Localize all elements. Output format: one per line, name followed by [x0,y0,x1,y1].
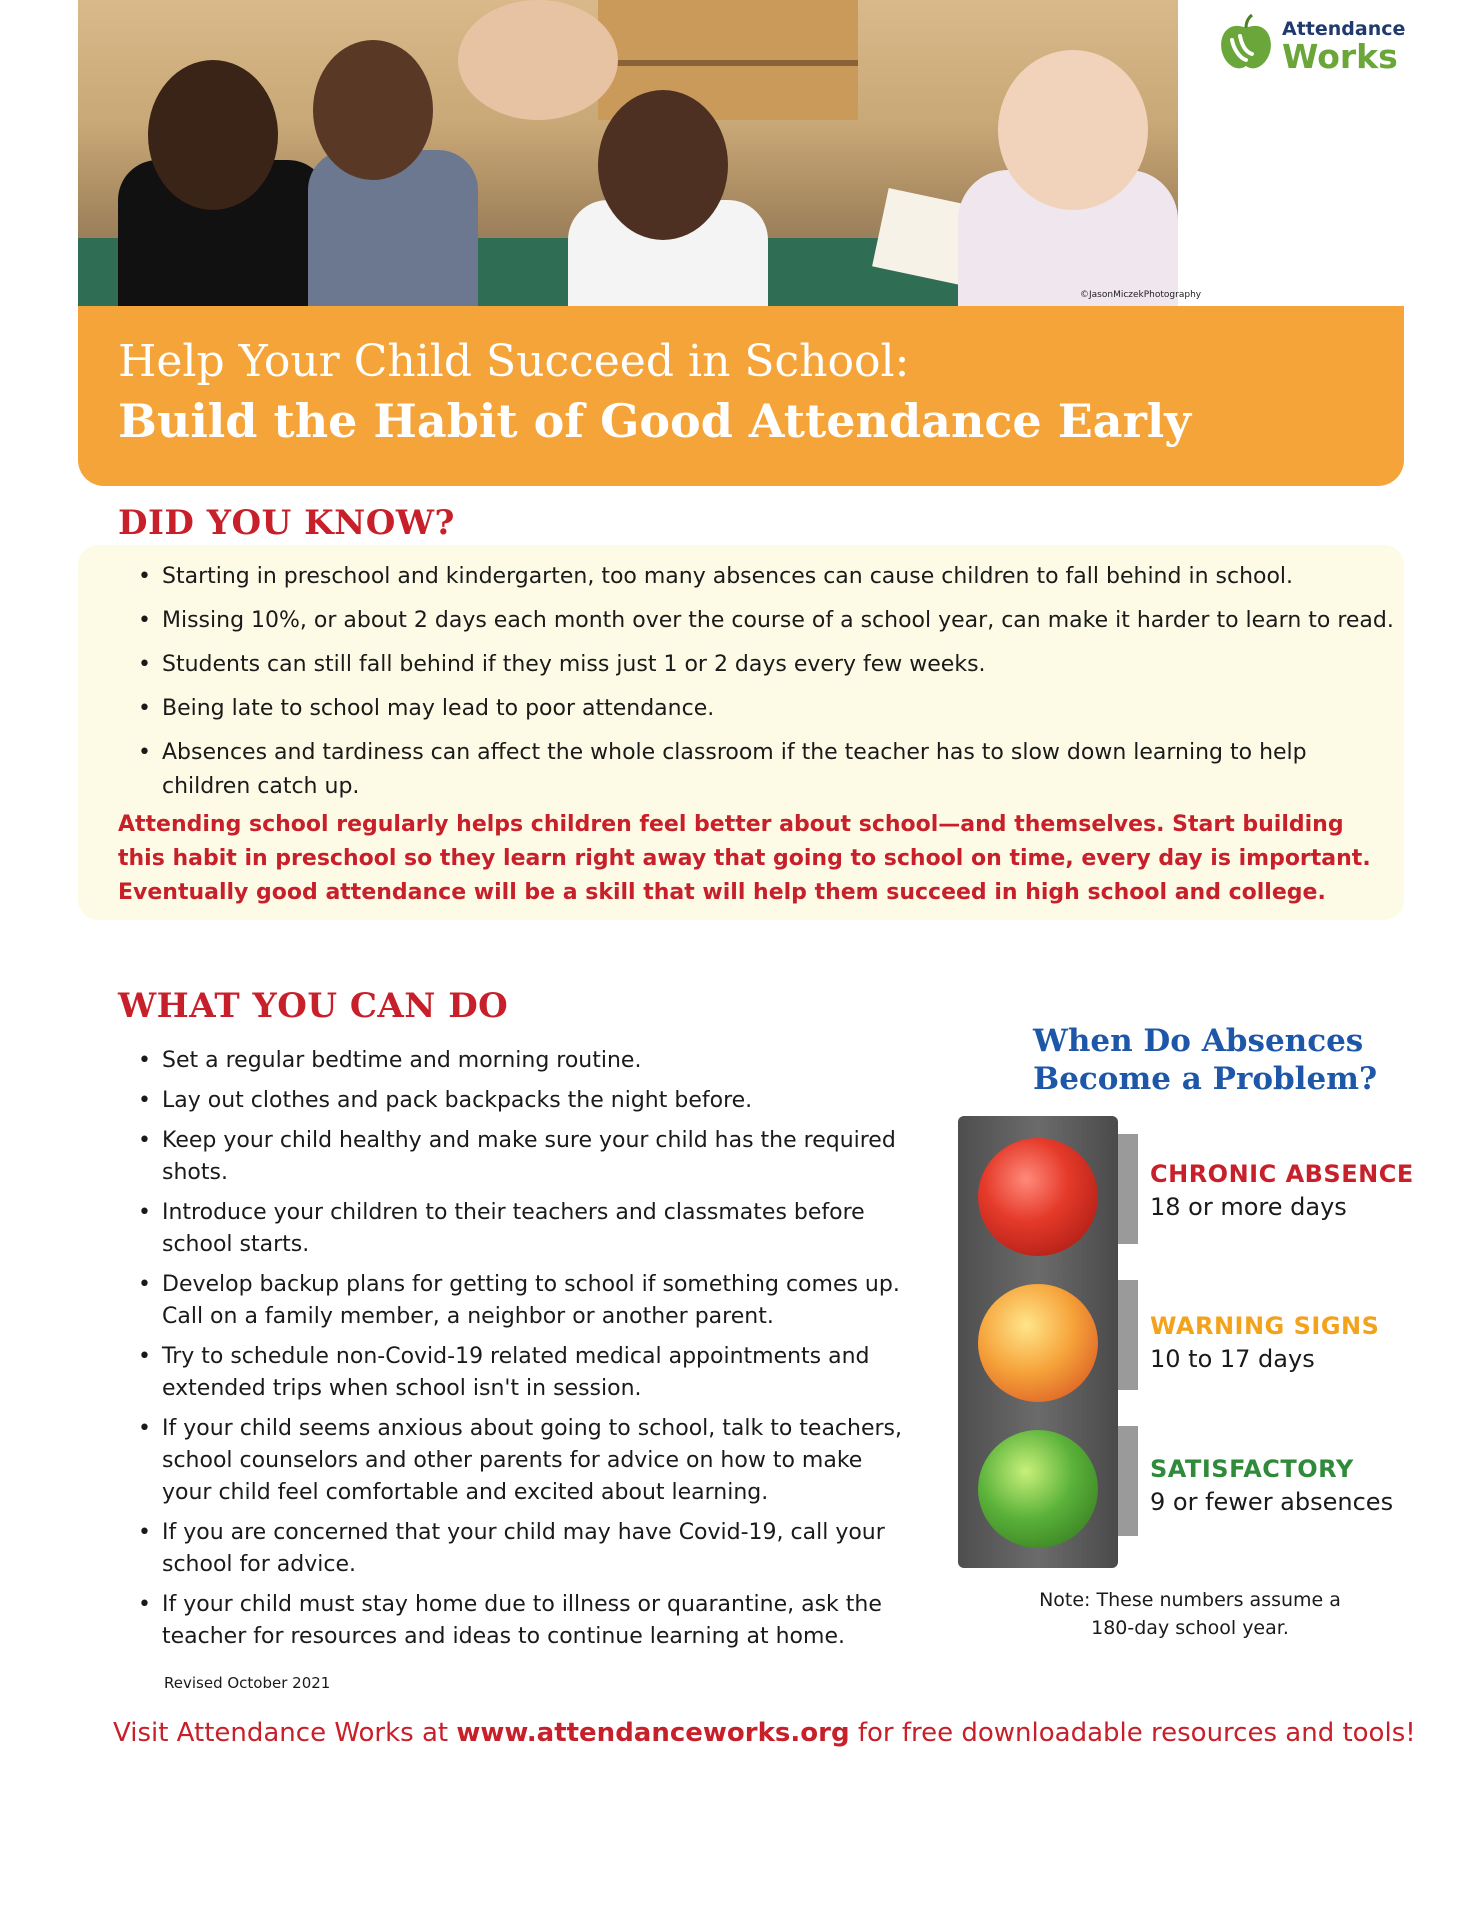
level-chronic-absence-label: CHRONIC ABSENCE [1150,1160,1414,1188]
list-item: • Being late to school may lead to poor attendance. [138,692,1398,726]
revised-date: Revised October 2021 [164,1674,331,1692]
list-item: • If you are concerned that your child may have Covid-19, call your school for advice. [138,1517,918,1581]
light-tab [1118,1134,1138,1244]
attendance-works-logo [1218,8,1406,78]
level-satisfactory-label: SATISFACTORY [1150,1455,1354,1483]
light-tab [1118,1426,1138,1536]
red-apple-icon [978,1138,1098,1256]
title-line-2: Build the Habit of Good Attendance Early [118,394,1192,448]
did-you-know-list [138,560,1398,814]
level-satisfactory-detail: 9 or fewer absences [1150,1488,1394,1516]
list-item: • Missing 10%, or about 2 days each month over the course of a school year, can make it harder to learn to read. [138,604,1398,638]
yellow-apple-icon [978,1284,1098,1402]
traffic-light-graphic [958,1116,1118,1568]
list-item: • Absences and tardiness can affect the whole classroom if the teacher has to slow down learning to help children catch up. [138,736,1398,804]
absences-title [1033,1022,1377,1098]
footer-line [113,1718,1416,1748]
absences-title-line-2: Become a Problem? [1033,1061,1378,1097]
header-photo [78,0,1178,308]
list-item: • Try to schedule non-Covid-19 related medical appointments and extended trips when school isn't in session. [138,1341,918,1405]
light-tab [1118,1280,1138,1390]
level-warning-signs-label: WARNING SIGNS [1150,1312,1380,1340]
level-chronic-absence-detail: 18 or more days [1150,1193,1347,1221]
list-item: • If your child seems anxious about going to school, talk to teachers, school counselors and other parents for advice on how to make your child feel comfortable and excited about learning. [138,1413,918,1509]
green-apple-icon [978,1430,1098,1548]
level-warning-signs-detail: 10 to 17 days [1150,1345,1315,1373]
list-item: • Lay out clothes and pack backpacks the night before. [138,1085,918,1117]
did-you-know-heading: DID YOU KNOW? [118,503,455,543]
footer-suffix: for free downloadable resources and tools! [849,1718,1416,1748]
list-item: • Develop backup plans for getting to school if something comes up. Call on a family member, a neighbor or another parent. [138,1269,918,1333]
list-item: • Starting in preschool and kindergarten, too many absences can cause children to fall behind in school. [138,560,1398,594]
list-item: • Set a regular bedtime and morning routine. [138,1045,918,1077]
website-link[interactable]: www.attendanceworks.org [456,1718,850,1748]
logo-text-attendance: Attendance [1282,18,1406,40]
list-item: • Students can still fall behind if they miss just 1 or 2 days every few weeks. [138,648,1398,682]
what-you-can-do-heading: WHAT YOU CAN DO [118,986,509,1026]
what-you-can-do-list [138,1045,918,1661]
title-line-1: Help Your Child Succeed in School: [118,336,910,387]
list-item: • Introduce your children to their teachers and classmates before school starts. [138,1197,918,1261]
attendance-importance-note: Attending school regularly helps children feel better about school—and themselves. Start building this habit in preschool so they learn right away that going to school on time, every day is important. Eventually good attendance will be a skill that will help them succeed in high school and college. [118,812,1371,905]
absences-title-line-1: When Do Absences [1033,1023,1364,1059]
apple-logo-icon [1218,14,1274,72]
title-banner [78,306,1404,486]
photo-credit: ©JasonMiczekPhotography [1080,290,1202,300]
school-year-note: Note: These numbers assume a 180-day school year. [1039,1589,1341,1639]
footer-prefix: Visit Attendance Works at [113,1718,457,1748]
logo-text-works: Works [1282,37,1398,76]
list-item: • If your child must stay home due to illness or quarantine, ask the teacher for resources and ideas to continue learning at home. [138,1589,918,1653]
list-item: • Keep your child healthy and make sure your child has the required shots. [138,1125,918,1189]
